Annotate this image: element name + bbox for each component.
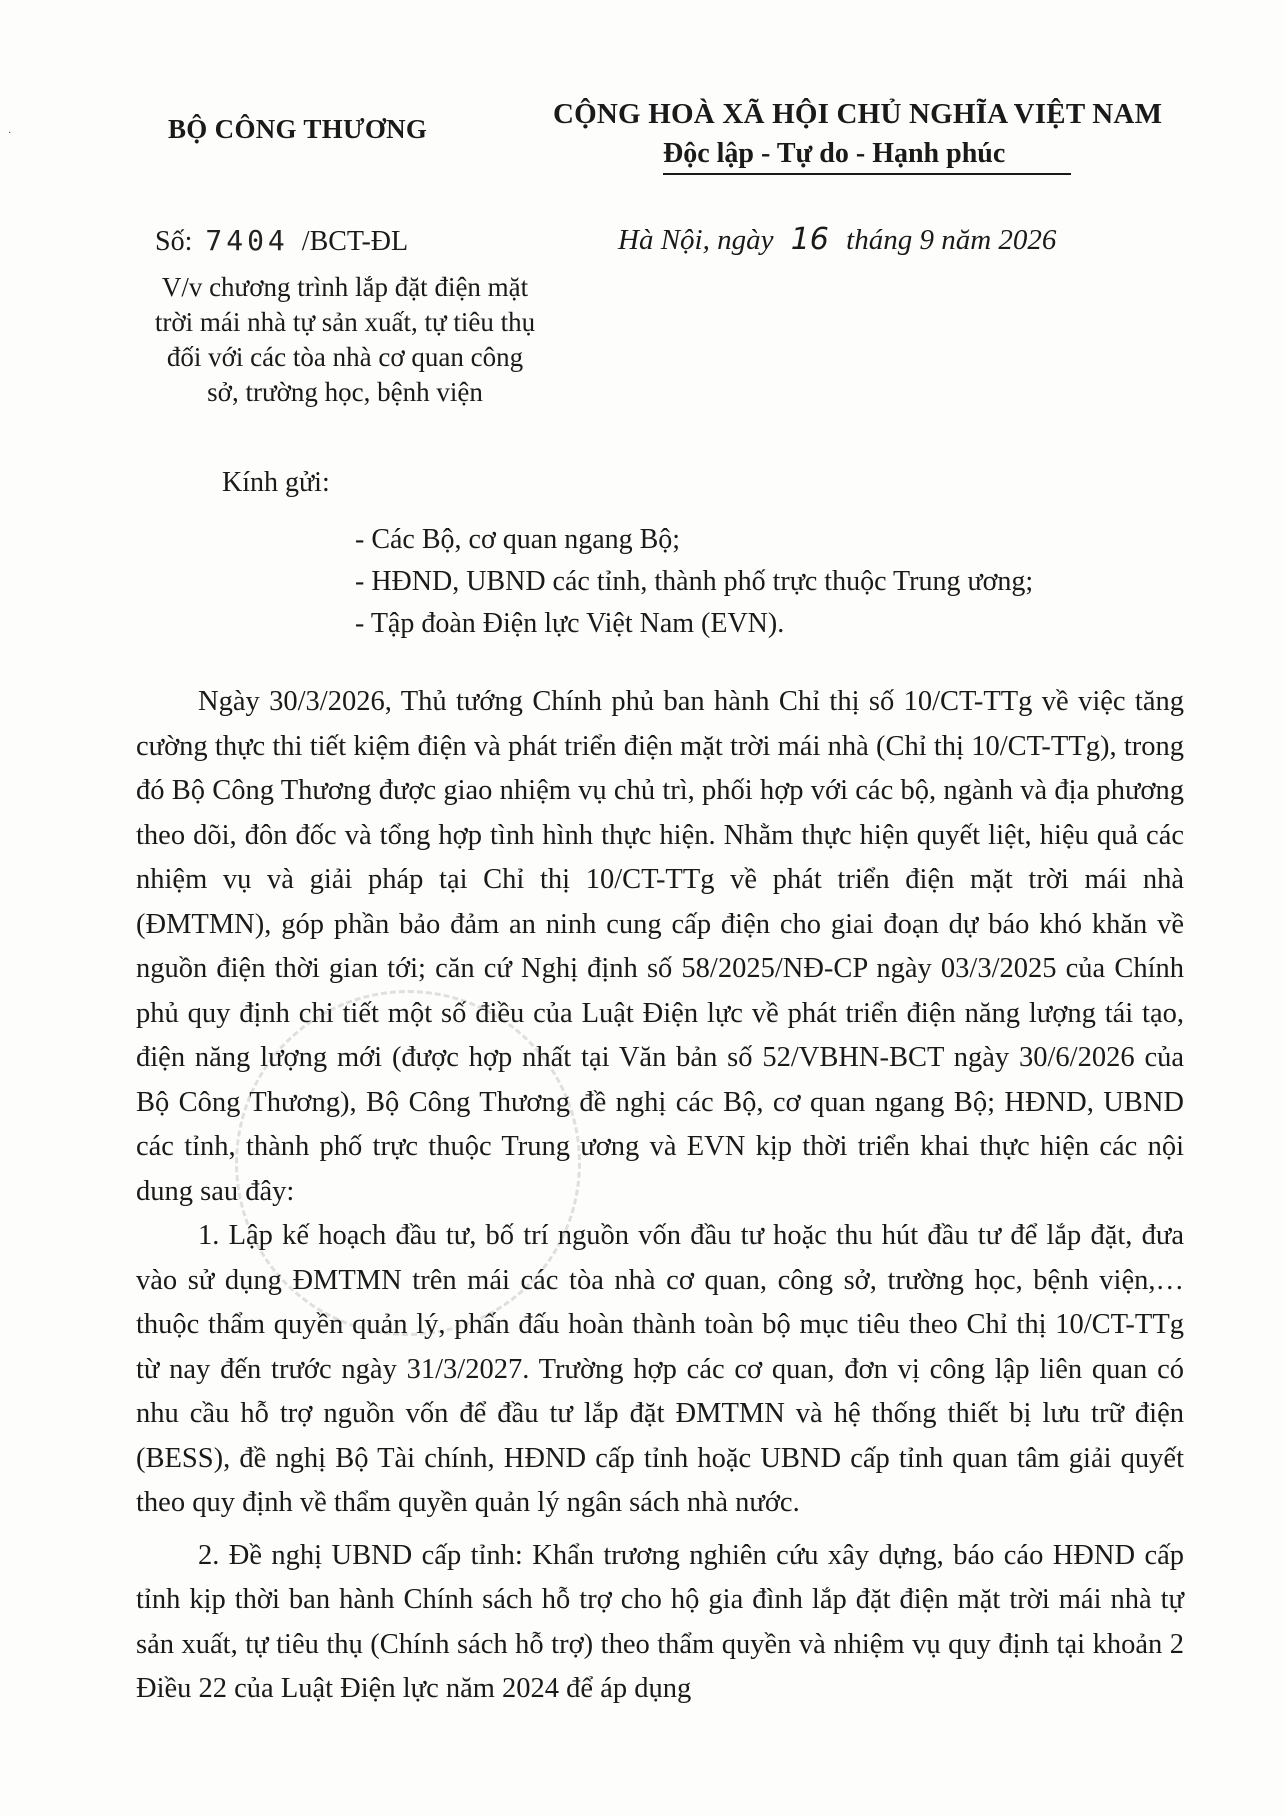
issue-date-prefix: Hà Nội, ngày [618,224,774,256]
document-body [136,680,1184,1712]
document-number-prefix: Số: [155,226,193,257]
issue-date-suffix: tháng 9 năm 2026 [846,224,1057,256]
document-subject: V/v chương trình lắp đặt điện mặt trời mái nhà tự sản xuất, tự tiêu thụ đối với các tòa nhà cơ quan công sở, trường học, bệnh viện [154,272,536,407]
issuing-agency: BỘ CÔNG THƯƠNG [168,114,428,144]
national-title: CỘNG HOÀ XÃ HỘI CHỦ NGHĨA VIỆT NAM [553,98,1163,130]
document-number-suffix: /BCT-ĐL [301,226,409,257]
body-paragraph-item-2: 2. Đề nghị UBND cấp tỉnh: Khẩn trương nghiên cứu xây dựng, báo cáo HĐND cấp tỉnh kịp thời ban hành Chính sách hỗ trợ cho hộ gia đình lắp đặt điện mặt trời mái nhà tự sản xuất, tự tiêu thụ (Chính sách hỗ trợ) theo thẩm quyền và nhiệm vụ quy định tại khoản 2 Điều 22 của Luật Điện lực năm 2024 để áp dụng [136,1539,1184,1704]
recipient-list [355,519,1033,645]
document-number-value: 7404 [205,224,289,257]
body-paragraph-item-1: 1. Lập kế hoạch đầu tư, bố trí nguồn vốn đầu tư hoặc thu hút đầu tư để lắp đặt, đưa vào sử dụng ĐMTMN trên mái các tòa nhà cơ quan, công sở, trường học, bệnh viện,…thuộc thẩm quyền quản lý, phấn đấu hoàn thành toàn bộ mục tiêu theo Chỉ thị 10/CT-TTg từ nay đến trước ngày 31/3/2027. Trường hợp các cơ quan, đơn vị công lập liên quan có nhu cầu hỗ trợ nguồn vốn để đầu tư lắp đặt ĐMTMN và hệ thống thiết bị lưu trữ điện (BESS), đề nghị Bộ Tài chính, HĐND cấp tỉnh hoặc UBND cấp tỉnh quan tâm giải quyết theo quy định về thẩm quyền quản lý ngân sách nhà nước. [136,1220,1184,1518]
salutation: Kính gửi: [222,467,330,498]
document-number [155,224,408,258]
recipient-item: - Các Bộ, cơ quan ngang Bộ; [355,524,681,555]
recipient-item: - Tập đoàn Điện lực Việt Nam (EVN). [355,608,785,639]
national-motto: Độc lập - Tự do - Hạnh phúc [663,138,1006,169]
body-paragraph-intro: Ngày 30/3/2026, Thủ tướng Chính phủ ban hành Chỉ thị số 10/CT-TTg về việc tăng cường thực thi tiết kiệm điện và phát triển điện mặt trời mái nhà (Chỉ thị 10/CT-TTg), trong đó Bộ Công Thương được giao nhiệm vụ chủ trì, phối hợp với các bộ, ngành và địa phương theo dõi, đôn đốc và tổng hợp tình hình thực hiện. Nhằm thực hiện quyết liệt, hiệu quả các nhiệm vụ và giải pháp tại Chỉ thị 10/CT-TTg về phát triển điện mặt trời mái nhà (ĐMTMN), góp phần bảo đảm an ninh cung cấp điện cho giai đoạn dự báo khó khăn về nguồn điện thời gian tới; căn cứ Nghị định số 58/2025/NĐ-CP ngày 03/3/2025 của Chính phủ quy định chi tiết một số điều của Luật Điện lực về phát triển điện năng lượng tái tạo, điện năng lượng mới (được hợp nhất tại Văn bản số 52/VBHN-BCT ngày 30/6/2026 của Bộ Công Thương), Bộ Công Thương đề nghị các Bộ, cơ quan ngang Bộ; HĐND, UBND các tỉnh, thành phố trực thuộc Trung ương và EVN kịp thời triển khai thực hiện các nội dung sau đây: [136,686,1184,1207]
issue-date-day: 16 [790,222,829,257]
issue-date [618,222,1056,257]
recipient-item: - HĐND, UBND các tỉnh, thành phố trực thuộc Trung ương; [355,566,1034,597]
motto-underline [663,173,1071,175]
scan-mark: · [8,128,12,139]
